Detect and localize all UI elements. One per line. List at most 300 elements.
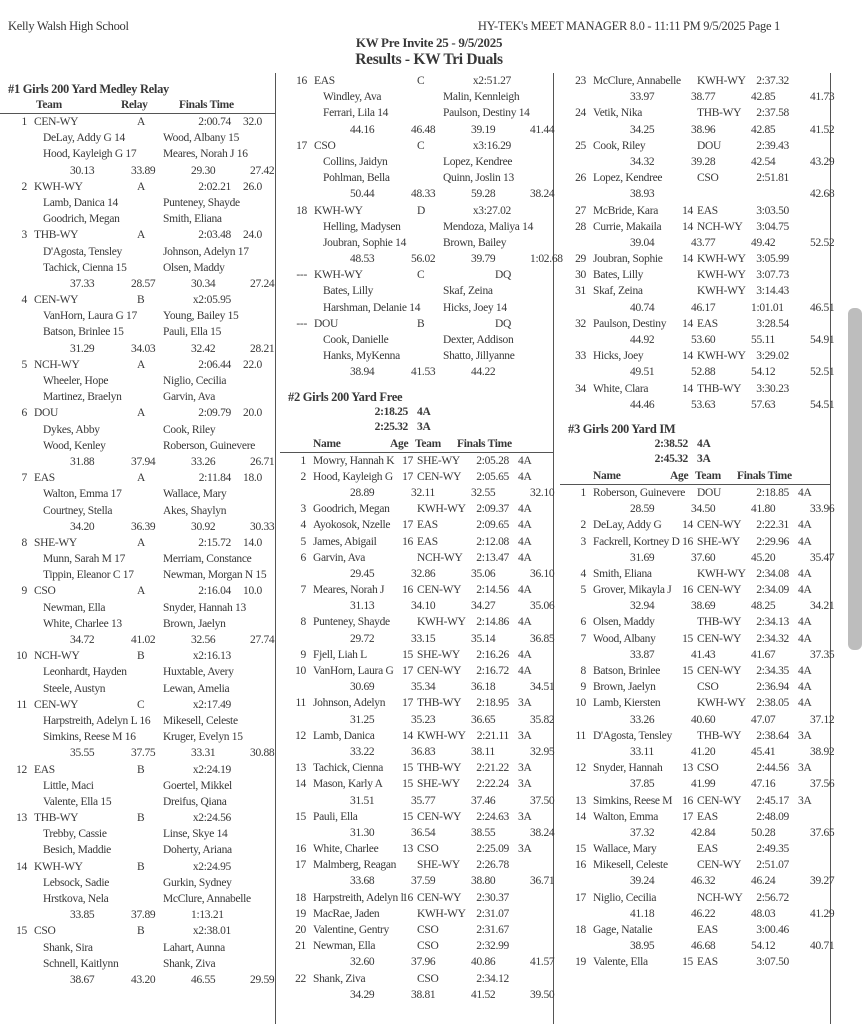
swimmer-name: Valente, Ella 15 <box>43 795 112 808</box>
swimmer-name: Martinez, Braelyn <box>43 391 122 404</box>
split-time: 33.68 <box>350 875 375 888</box>
split-time: 41.44 <box>530 123 555 136</box>
team: KWH-WY <box>697 75 746 87</box>
finals-time: 2:38.64 <box>756 729 789 742</box>
split-time: 32.86 <box>411 567 436 580</box>
splits-row <box>0 276 275 292</box>
swimmer-name: Newman, Ella <box>313 940 376 953</box>
header-team: Team <box>415 437 441 450</box>
split-time: 39.27 <box>810 875 835 888</box>
swimmer-name: Meares, Norah J <box>313 584 385 597</box>
team: EAS <box>34 472 55 485</box>
finals-time: 2:34.32 <box>756 632 789 645</box>
place: 6 <box>21 407 27 420</box>
relay-swimmers-row <box>0 260 275 276</box>
split-time: 32.55 <box>471 486 496 499</box>
time-standard-label: 4A <box>798 584 812 597</box>
relay-letter: A <box>137 229 146 242</box>
swimmer-name: DeLay, Addy G 14 <box>43 132 125 145</box>
team: CEN-WY <box>417 891 462 904</box>
split-time: 37.56 <box>810 778 835 791</box>
place: 15 <box>16 925 27 938</box>
team: CSO <box>314 139 336 152</box>
points: 20.0 <box>243 407 262 420</box>
split-time: 29.72 <box>350 632 375 645</box>
split-time: 38.11 <box>471 745 495 758</box>
finals-time: 3:07.73 <box>756 269 789 282</box>
splits-row <box>280 987 553 1003</box>
points: 26.0 <box>243 180 262 193</box>
relay-swimmers-row <box>0 600 275 616</box>
place: 19 <box>575 956 586 969</box>
relay-swimmers-row <box>280 300 553 316</box>
split-time: 31.88 <box>70 455 95 468</box>
split-time: 32.11 <box>411 486 435 499</box>
relay-swimmers-row <box>280 332 553 348</box>
relay-swimmers-row <box>280 283 553 299</box>
split-time: 41.67 <box>751 648 776 661</box>
team: KWH-WY <box>697 253 746 266</box>
split-time: 46.24 <box>751 875 776 888</box>
split-time: 35.82 <box>530 713 555 726</box>
team: CEN-WY <box>417 584 462 597</box>
relay-entry <box>280 316 553 332</box>
relay-entry <box>0 697 275 713</box>
finals-time: 2:29.96 <box>756 535 789 548</box>
swimmer-name: Fackrell, Kortney D <box>593 535 680 548</box>
team: KWH-WY <box>34 860 83 873</box>
finals-time: 2:34.12 <box>476 972 509 985</box>
time-standard-label: 4A <box>518 519 532 532</box>
result-entry <box>280 760 553 776</box>
swimmer-name: Pohlman, Bella <box>323 172 390 185</box>
finals-time: 2:37.32 <box>756 75 789 87</box>
splits-row <box>0 907 275 923</box>
swimmer-name: Bates, Lilly <box>323 285 374 298</box>
relay-letter: C <box>417 269 425 282</box>
team: KWH-WY <box>417 503 466 516</box>
swimmer-name: Olsen, Maddy <box>593 616 655 629</box>
team: CEN-WY <box>34 294 79 307</box>
splits-row <box>280 631 553 647</box>
swimmer-name: Skaf, Zeina <box>593 285 643 298</box>
split-time: 30.92 <box>191 520 216 533</box>
relay-entry <box>0 535 275 551</box>
finals-time: 2:34.35 <box>756 665 789 677</box>
finals-time: 2:06.44 <box>198 358 231 371</box>
team: KWH-WY <box>697 285 746 298</box>
relay-entry <box>0 810 275 826</box>
finals-time: x3:16.29 <box>472 139 511 152</box>
team: SHE-WY <box>697 535 740 548</box>
relay-swimmers-row <box>0 503 275 519</box>
team: CSO <box>34 925 56 938</box>
split-time: 37.33 <box>70 277 95 290</box>
finals-time: 3:28.54 <box>756 317 789 330</box>
splits-row <box>0 163 275 179</box>
swimmer-name: Doherty, Ariana <box>163 844 232 857</box>
split-time: 30.34 <box>191 277 216 290</box>
split-time: 30.88 <box>250 747 275 760</box>
place: 16 <box>295 843 306 856</box>
relay-swimmers-row <box>0 373 275 389</box>
splits-row <box>280 566 553 582</box>
finals-time: 3:00.46 <box>756 924 789 936</box>
swimmer-name: Currie, Makaila <box>593 220 662 233</box>
finals-time: 2:21.11 <box>476 729 509 742</box>
swimmer-name: Helling, Madysen <box>323 220 401 233</box>
place: 11 <box>16 698 27 711</box>
swimmer-name: Smith, Eliana <box>163 213 222 226</box>
swimmer-name: Mowry, Hannah K <box>313 454 395 467</box>
splits-row <box>560 397 835 413</box>
splits-row <box>560 598 835 614</box>
split-time: 41.43 <box>691 648 716 661</box>
finals-time: x2:24.19 <box>192 763 231 776</box>
split-time: 45.41 <box>751 745 776 758</box>
split-time: 52.88 <box>691 366 716 379</box>
split-time: 33.87 <box>630 648 655 661</box>
finals-time: 2:44.56 <box>756 762 789 775</box>
relay-letter: B <box>137 650 145 663</box>
relay-swimmers-row <box>0 826 275 842</box>
place: 21 <box>295 940 306 953</box>
split-time: 38.81 <box>411 988 436 1001</box>
swimmer-name: Collins, Jaidyn <box>323 155 388 168</box>
splits-row <box>280 598 553 614</box>
team: EAS <box>417 535 438 548</box>
time-standard-label: 3A <box>798 762 812 775</box>
result-entry <box>560 138 830 154</box>
relay-swimmers-row <box>0 422 275 438</box>
time-standard-label: 4A <box>798 697 812 710</box>
swimmer-name: Hicks, Joey <box>593 350 644 363</box>
relay-letter: C <box>417 75 425 87</box>
swimmer-name: White, Charlee <box>313 843 379 856</box>
swimmer-name: Walton, Emma 17 <box>43 488 122 501</box>
split-time: 38.77 <box>691 91 716 104</box>
split-time: 36.39 <box>131 520 156 533</box>
finals-time: 2:34.09 <box>756 584 789 597</box>
finals-time: 2:49.35 <box>756 843 789 856</box>
swimmer-name: Dreifus, Qiana <box>163 795 227 808</box>
split-time: 48.53 <box>350 253 375 266</box>
swimmer-name: Wood, Albany 15 <box>163 132 240 145</box>
age: 15 <box>402 778 413 791</box>
split-time: 41.02 <box>131 634 156 646</box>
splits-row <box>560 501 835 517</box>
swimmer-name: Batson, Brinlee 15 <box>43 326 124 339</box>
swimmer-name: Gage, Natalie <box>593 924 653 936</box>
place: --- <box>296 317 307 330</box>
swimmer-name: Kruger, Evelyn 15 <box>163 731 243 744</box>
age: 14 <box>682 317 693 330</box>
time-standard-label: 4A <box>518 648 532 661</box>
split-time: 36.85 <box>530 632 555 645</box>
swimmer-name: Malin, Kennleigh <box>443 91 520 104</box>
split-time: 41.99 <box>691 778 716 791</box>
standard-time: 2:45.32 <box>654 453 688 466</box>
team: KWH-WY <box>314 269 363 282</box>
swimmer-name: Harpstreith, Adelyn l <box>313 891 404 904</box>
split-time: 46.55 <box>191 973 216 986</box>
split-time: 44.92 <box>630 334 655 346</box>
result-entry <box>280 550 553 566</box>
relay-swimmers-row <box>0 438 275 454</box>
team: DOU <box>697 139 722 152</box>
split-time: 30.33 <box>250 520 275 533</box>
split-time: 39.24 <box>630 875 655 888</box>
finals-time: 2:37.58 <box>756 107 789 120</box>
relay-swimmers-row <box>0 940 275 956</box>
place: 1 <box>21 116 27 128</box>
relay-swimmers-row <box>0 681 275 697</box>
results-column-2 <box>280 73 563 1024</box>
finals-time: x2:38.01 <box>192 925 231 938</box>
result-entry <box>560 73 830 89</box>
place: --- <box>296 269 307 282</box>
relay-letter: B <box>137 860 145 873</box>
swimmer-name: Goertel, Mikkel <box>163 779 232 792</box>
split-time: 39.04 <box>630 236 655 249</box>
finals-time: 2:36.94 <box>756 681 789 694</box>
swimmer-name: McClure, Annabelle <box>593 75 681 87</box>
split-time: 32.60 <box>350 956 375 969</box>
swimmer-name: Brown, Jaelyn <box>593 681 656 694</box>
relay-swimmers-row <box>0 146 275 162</box>
swimmer-name: Vetik, Nika <box>593 107 643 120</box>
split-time: 54.12 <box>751 366 776 379</box>
place: 2 <box>300 470 306 483</box>
relay-letter: D <box>417 204 426 217</box>
split-time: 31.69 <box>630 551 655 564</box>
team: KWH-WY <box>697 697 746 710</box>
place: 32 <box>575 317 586 330</box>
swimmer-name: Brown, Bailey <box>443 236 507 249</box>
result-entry <box>560 809 830 825</box>
team: SHE-WY <box>417 778 460 791</box>
split-time: 36.10 <box>530 567 555 580</box>
place: 8 <box>580 665 586 677</box>
split-time: 38.24 <box>530 826 555 839</box>
place: 1 <box>580 486 586 499</box>
swimmer-name: Dexter, Addison <box>443 334 514 346</box>
place: 7 <box>21 472 27 485</box>
relay-letter: A <box>137 585 146 598</box>
split-time: 37.50 <box>530 794 555 807</box>
split-time: 46.51 <box>810 301 835 314</box>
finals-time: 2:18.85 <box>756 486 789 499</box>
event-title: #1 Girls 200 Yard Medley Relay <box>8 82 170 96</box>
finals-time: 2:14.56 <box>476 584 509 597</box>
place: 10 <box>295 665 306 677</box>
finals-time: 2:15.72 <box>198 536 231 549</box>
finals-time: DQ <box>494 269 511 282</box>
swimmer-name: Mason, Karly A <box>313 778 383 791</box>
result-entry <box>280 776 553 792</box>
age: 16 <box>682 535 693 548</box>
team: KWH-WY <box>34 180 83 193</box>
time-standard-label: 4A <box>518 454 532 467</box>
split-time: 41.20 <box>691 745 716 758</box>
points: 18.0 <box>243 472 262 485</box>
relay-letter: C <box>137 698 145 711</box>
age: 14 <box>682 350 693 363</box>
result-entry <box>560 582 830 598</box>
swimmer-name: Shank, Ziva <box>313 972 366 985</box>
age: 15 <box>682 956 693 969</box>
split-time: 32.95 <box>530 745 555 758</box>
result-entry <box>560 170 830 186</box>
place: 27 <box>575 204 586 217</box>
swimmer-name: Hood, Kayleigh G 17 <box>43 148 137 161</box>
age: 17 <box>402 665 413 677</box>
split-time: 32.10 <box>530 486 555 499</box>
team: CSO <box>697 762 719 775</box>
header-age: Age <box>670 469 689 482</box>
split-time: 34.03 <box>131 342 156 355</box>
swimmer-name: White, Charlee 13 <box>43 617 122 630</box>
results-column-1 <box>0 73 276 1024</box>
place: 19 <box>295 907 306 920</box>
relay-entry <box>0 923 275 939</box>
split-time: 37.85 <box>630 778 655 791</box>
swimmer-name: Harpstreith, Adelyn L 16 <box>43 714 151 727</box>
swimmer-name: Roberson, Guinevere <box>163 439 256 452</box>
swimmer-name: Munn, Sarah M 17 <box>43 553 126 566</box>
splits-row <box>280 364 553 380</box>
finals-time: 2:05.65 <box>476 470 509 483</box>
swimmer-name: Ferrari, Lila 14 <box>323 107 389 120</box>
finals-time: 3:14.43 <box>756 285 789 298</box>
event-title: #2 Girls 200 Yard Free <box>288 389 403 404</box>
age: 15 <box>402 762 413 775</box>
swimmer-name: McClure, Annabelle <box>163 893 251 905</box>
relay-entry <box>280 267 553 283</box>
swimmer-name: Little, Maci <box>43 779 94 792</box>
time-standard-label: 3A <box>798 729 812 742</box>
finals-time: 2:22.31 <box>756 519 789 532</box>
swimmer-name: Hrstkova, Nela <box>43 893 109 905</box>
relay-swimmers-row <box>0 794 275 810</box>
splits-row <box>560 906 835 922</box>
time-standard-label: 4A <box>798 616 812 629</box>
place: 12 <box>295 729 306 742</box>
split-time: 55.11 <box>751 334 775 346</box>
scrollbar-thumb[interactable] <box>848 308 862 650</box>
swimmer-name: Hood, Kayleigh G <box>313 470 393 483</box>
team: EAS <box>697 204 718 217</box>
team: CSO <box>417 972 439 985</box>
split-time: 31.25 <box>350 713 375 726</box>
place: 15 <box>295 810 306 823</box>
swimmer-name: Newman, Ella <box>43 601 106 614</box>
points: 22.0 <box>243 358 262 371</box>
time-standard-label: 4A <box>518 584 532 597</box>
swimmer-name: Besich, Maddie <box>43 844 111 857</box>
place: 3 <box>580 535 586 548</box>
header-finals-time: Finals Time <box>179 99 234 111</box>
relay-swimmers-row <box>0 195 275 211</box>
split-time: 41.80 <box>751 503 776 516</box>
relay-swimmers-row <box>0 244 275 260</box>
split-time: 54.91 <box>810 334 835 346</box>
result-entry <box>280 841 553 857</box>
age: 17 <box>402 470 413 483</box>
result-entry <box>560 485 830 501</box>
split-time: 41.52 <box>810 123 835 136</box>
finals-time: 2:45.17 <box>756 794 789 807</box>
split-time: 38.93 <box>630 188 655 201</box>
result-entry <box>280 614 553 630</box>
relay-letter: B <box>137 763 145 776</box>
swimmer-name: Lamb, Danica 14 <box>43 196 119 209</box>
swimmer-name: Joubran, Sophie 14 <box>323 236 407 249</box>
split-time: 36.18 <box>471 681 496 694</box>
relay-entry <box>0 762 275 778</box>
split-time: 32.56 <box>191 634 216 646</box>
team: CEN-WY <box>417 665 462 677</box>
split-time: 34.20 <box>70 520 95 533</box>
swimmer-name: Trebby, Cassie <box>43 828 107 841</box>
split-time: 49.42 <box>751 236 776 249</box>
split-time: 33.89 <box>131 164 156 177</box>
swimmer-name: Quinn, Joslin 13 <box>443 172 514 185</box>
swimmer-name: Leonhardt, Hayden <box>43 666 127 679</box>
swimmer-name: Johnson, Adelyn 17 <box>163 245 249 258</box>
swimmer-name: Pauli, Ella 15 <box>163 326 222 339</box>
split-time: 46.48 <box>411 123 436 136</box>
header-relay: Relay <box>121 99 148 111</box>
finals-time: x2:24.95 <box>192 860 231 873</box>
swimmer-name: Lamb, Danica <box>313 729 375 742</box>
place: 4 <box>300 519 306 532</box>
relay-entry <box>280 203 553 219</box>
splits-row <box>280 122 553 138</box>
result-entry <box>560 954 830 970</box>
team: EAS <box>697 843 718 856</box>
time-standard-label: 4A <box>518 616 532 629</box>
split-time: 38.69 <box>691 600 716 613</box>
result-entry <box>280 922 553 938</box>
standard-time: 2:25.32 <box>374 421 408 434</box>
swimmer-name: Cook, Danielle <box>323 334 389 346</box>
splits-row <box>560 712 835 728</box>
team: CEN-WY <box>697 632 742 645</box>
swimmer-name: Skaf, Zeina <box>443 285 493 298</box>
relay-letter: A <box>137 407 146 420</box>
result-entry <box>280 890 553 906</box>
place: 18 <box>295 891 306 904</box>
split-time: 48.33 <box>411 188 436 201</box>
place: 30 <box>575 269 586 282</box>
points: 14.0 <box>243 536 262 549</box>
swimmer-name: Lopez, Kendree <box>443 155 513 168</box>
split-time: 39.28 <box>691 155 716 168</box>
split-time: 34.25 <box>630 123 655 136</box>
split-time: 46.22 <box>691 907 716 920</box>
team: CSO <box>417 940 439 953</box>
time-standard-label: 4A <box>798 665 812 677</box>
result-entry <box>560 203 830 219</box>
time-standard-label: 4A <box>798 486 812 499</box>
swimmer-name: Niglio, Cecilia <box>593 891 657 904</box>
result-entry <box>280 582 553 598</box>
team: EAS <box>697 956 718 969</box>
relay-swimmers-row <box>0 486 275 502</box>
split-time: 34.72 <box>70 634 95 646</box>
split-time: 33.15 <box>411 632 436 645</box>
